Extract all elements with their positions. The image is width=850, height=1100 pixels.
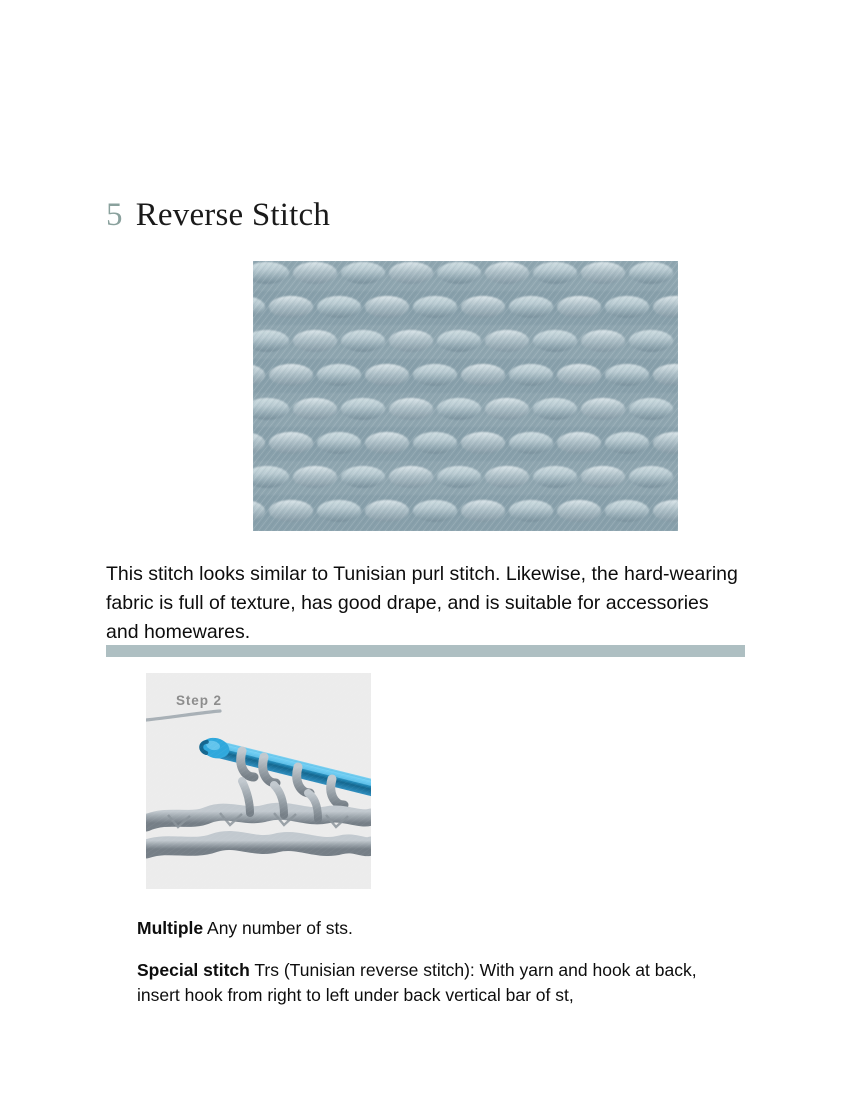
- intro-paragraph: This stitch looks similar to Tunisian purl stitch. Likewise, the hard-wearing fabric is full of texture, has good drape, and is suitable for accessories and homewares.: [106, 562, 738, 643]
- instruction-term-multiple: Multiple: [137, 917, 204, 938]
- swatch-illustration: [253, 261, 678, 531]
- instruction-special-stitch: [137, 958, 737, 1008]
- chapter-number: 5: [106, 197, 123, 234]
- instruction-term-special-stitch: Special stitch: [137, 960, 250, 980]
- instruction-multiple: [137, 916, 737, 941]
- section-divider: [106, 645, 745, 657]
- instructions-block: [137, 898, 737, 1008]
- step-photo-figure: [146, 673, 371, 889]
- stitch-swatch-image: [253, 261, 678, 531]
- step-label: Step 2: [176, 693, 222, 708]
- page-title: [106, 194, 330, 236]
- chapter-title-text: Reverse Stitch: [135, 197, 331, 234]
- instruction-text-multiple: Any number of sts.: [207, 917, 353, 938]
- instruction-text-special-stitch: Trs (Tunisian reverse stitch): With yarn and hook at back, insert hook from right to left under back vertical bar of st,: [137, 960, 697, 1005]
